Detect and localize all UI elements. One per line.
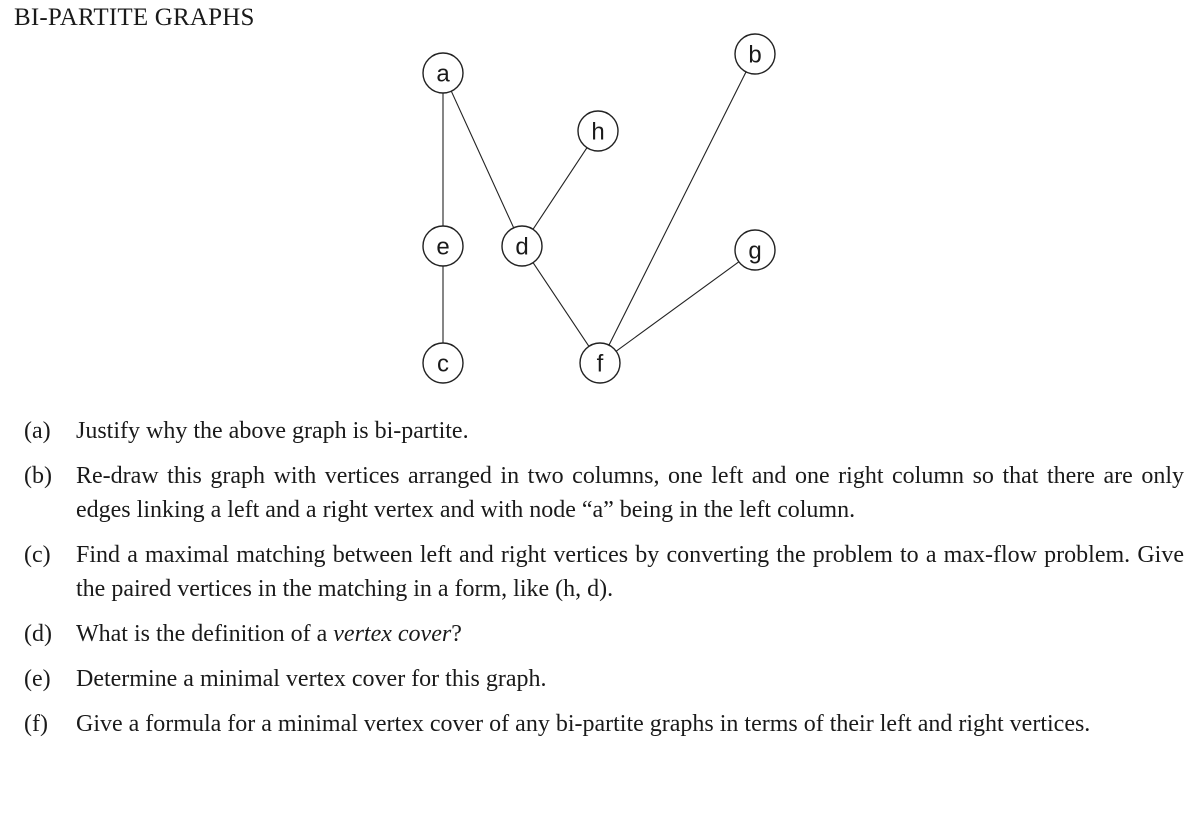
node-d — [502, 226, 542, 266]
edge-f-b — [609, 72, 746, 345]
edge-a-d — [451, 91, 513, 228]
bipartite-graph — [0, 0, 1192, 400]
node-g — [735, 230, 775, 270]
question-a — [24, 414, 1184, 448]
edge-d-f — [533, 263, 589, 347]
question-text-end: ? — [451, 621, 462, 647]
page-title: BI-PARTITE GRAPHS — [14, 4, 255, 31]
question-text: Justify why the above graph is bi-partite. — [76, 418, 469, 444]
edge-f-g — [616, 262, 739, 351]
question-label: (a) — [24, 418, 51, 444]
node-label: d — [515, 233, 529, 261]
question-b — [24, 459, 1184, 527]
question-label: (e) — [24, 666, 51, 692]
node-e — [423, 226, 463, 266]
question-text — [76, 617, 1184, 651]
question-text: Determine a minimal vertex cover for this graph. — [76, 666, 547, 692]
node-label: e — [436, 233, 450, 261]
question-label: (b) — [24, 463, 52, 489]
edge-d-h — [533, 148, 587, 230]
node-h — [578, 111, 618, 151]
node-b — [735, 34, 775, 74]
question-list — [24, 414, 1184, 752]
node-label: b — [748, 41, 762, 69]
node-label: h — [591, 118, 605, 146]
question-c — [24, 538, 1184, 606]
question-text: Re-draw this graph with vertices arranged in two columns, one left and one right column so that there are only edges linking a left and a right vertex and with node “a” being in the left column. — [76, 463, 1184, 523]
node-f — [580, 343, 620, 383]
node-label: g — [748, 237, 762, 265]
node-label: a — [436, 60, 450, 88]
question-text: Give a formula for a minimal vertex cover of any bi-partite graphs in terms of their left and right vertices. — [76, 711, 1091, 737]
node-label: f — [596, 350, 604, 378]
question-label: (f) — [24, 711, 48, 737]
question-label: (c) — [24, 542, 51, 568]
question-emphasis: vertex cover — [333, 621, 452, 647]
question-text-start: What is the definition of a — [76, 621, 334, 647]
node-label: c — [437, 350, 449, 378]
node-c — [423, 343, 463, 383]
node-a — [423, 53, 463, 93]
question-label: (d) — [24, 621, 52, 647]
question-e — [24, 662, 1184, 696]
question-d — [24, 617, 1184, 651]
graph-nodes — [423, 34, 775, 383]
question-text: Find a maximal matching between left and right vertices by converting the problem to a max-flow problem. Give the paired vertices in the matching in a form, like (h, d). — [76, 542, 1184, 602]
question-f — [24, 707, 1184, 741]
